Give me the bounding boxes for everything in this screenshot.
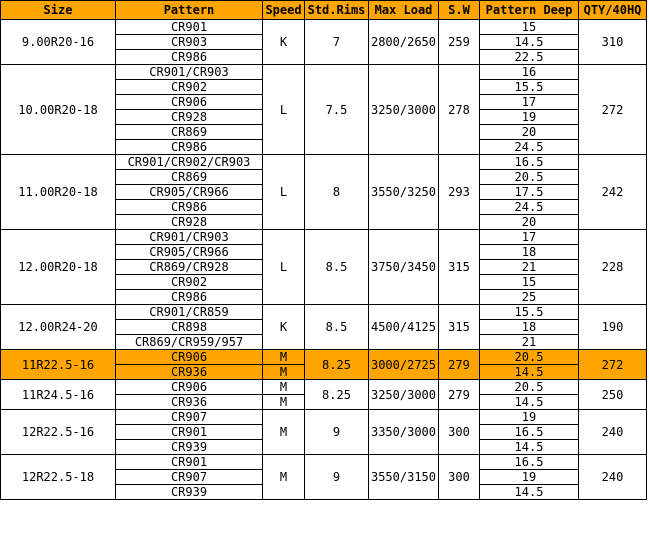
header-size: Size	[1, 1, 116, 20]
size-cell: 11.00R20-18	[1, 155, 116, 230]
pattern-cell: CR869	[116, 170, 263, 185]
pattern-deep-cell: 15.5	[480, 305, 579, 320]
std-rims-cell: 7.5	[305, 65, 369, 155]
pattern-deep-cell: 14.5	[480, 440, 579, 455]
speed-cell: M	[263, 410, 305, 455]
pattern-deep-cell: 14.5	[480, 365, 579, 380]
size-cell: 12R22.5-16	[1, 410, 116, 455]
pattern-deep-cell: 15.5	[480, 80, 579, 95]
pattern-cell: CR986	[116, 50, 263, 65]
pattern-cell: CR939	[116, 440, 263, 455]
pattern-cell: CR901	[116, 425, 263, 440]
pattern-deep-cell: 15	[480, 275, 579, 290]
speed-cell: K	[263, 20, 305, 65]
std-rims-cell: 8.25	[305, 350, 369, 380]
pattern-cell: CR907	[116, 410, 263, 425]
pattern-deep-cell: 14.5	[480, 395, 579, 410]
pattern-deep-cell: 18	[480, 245, 579, 260]
pattern-cell: CR901	[116, 455, 263, 470]
pattern-deep-cell: 17.5	[480, 185, 579, 200]
pattern-cell: CR869	[116, 125, 263, 140]
std-rims-cell: 8.5	[305, 305, 369, 350]
pattern-cell: CR901/CR859	[116, 305, 263, 320]
pattern-cell: CR939	[116, 485, 263, 500]
max-load-cell: 3250/3000	[369, 380, 439, 410]
sw-cell: 279	[439, 350, 480, 380]
pattern-cell: CR986	[116, 290, 263, 305]
pattern-deep-cell: 16	[480, 65, 579, 80]
sw-cell: 293	[439, 155, 480, 230]
speed-cell: L	[263, 230, 305, 305]
sw-cell: 278	[439, 65, 480, 155]
table-row	[1, 20, 647, 35]
max-load-cell: 3000/2725	[369, 350, 439, 380]
pattern-cell: CR902	[116, 275, 263, 290]
pattern-cell: CR905/CR966	[116, 185, 263, 200]
qty-cell: 190	[579, 305, 647, 350]
qty-cell: 240	[579, 410, 647, 455]
speed-cell: K	[263, 305, 305, 350]
pattern-cell: CR901/CR903	[116, 230, 263, 245]
pattern-deep-cell: 20	[480, 215, 579, 230]
max-load-cell: 3550/3150	[369, 455, 439, 500]
max-load-cell: 2800/2650	[369, 20, 439, 65]
pattern-deep-cell: 22.5	[480, 50, 579, 65]
pattern-cell: CR936	[116, 365, 263, 380]
pattern-deep-cell: 14.5	[480, 485, 579, 500]
speed-cell: M	[263, 395, 305, 410]
sw-cell: 279	[439, 380, 480, 410]
pattern-deep-cell: 25	[480, 290, 579, 305]
pattern-deep-cell: 18	[480, 320, 579, 335]
sw-cell: 315	[439, 230, 480, 305]
pattern-cell: CR928	[116, 110, 263, 125]
table-row	[1, 65, 647, 80]
pattern-cell: CR906	[116, 380, 263, 395]
sw-cell: 300	[439, 410, 480, 455]
speed-cell: L	[263, 65, 305, 155]
pattern-deep-cell: 20.5	[480, 380, 579, 395]
sw-cell: 300	[439, 455, 480, 500]
pattern-cell: CR906	[116, 350, 263, 365]
pattern-cell: CR901/CR902/CR903	[116, 155, 263, 170]
table-row	[1, 230, 647, 245]
header-sw: S.W	[439, 1, 480, 20]
pattern-deep-cell: 24.5	[480, 140, 579, 155]
max-load-cell: 3550/3250	[369, 155, 439, 230]
qty-cell: 272	[579, 65, 647, 155]
sw-cell: 315	[439, 305, 480, 350]
size-cell: 12.00R24-20	[1, 305, 116, 350]
std-rims-cell: 9	[305, 455, 369, 500]
pattern-cell: CR928	[116, 215, 263, 230]
pattern-deep-cell: 19	[480, 110, 579, 125]
pattern-deep-cell: 20.5	[480, 170, 579, 185]
max-load-cell: 4500/4125	[369, 305, 439, 350]
std-rims-cell: 8	[305, 155, 369, 230]
pattern-cell: CR901	[116, 20, 263, 35]
pattern-cell: CR936	[116, 395, 263, 410]
pattern-deep-cell: 15	[480, 20, 579, 35]
pattern-cell: CR907	[116, 470, 263, 485]
pattern-deep-cell: 16.5	[480, 155, 579, 170]
pattern-deep-cell: 20	[480, 125, 579, 140]
pattern-deep-cell: 16.5	[480, 425, 579, 440]
pattern-deep-cell: 20.5	[480, 350, 579, 365]
qty-cell: 240	[579, 455, 647, 500]
max-load-cell: 3350/3000	[369, 410, 439, 455]
table-row	[1, 380, 647, 395]
pattern-cell: CR905/CR966	[116, 245, 263, 260]
pattern-cell: CR902	[116, 80, 263, 95]
pattern-deep-cell: 16.5	[480, 455, 579, 470]
table-row	[1, 350, 647, 365]
table-row	[1, 455, 647, 470]
speed-cell: M	[263, 380, 305, 395]
header-pattern-deep: Pattern Deep	[480, 1, 579, 20]
pattern-deep-cell: 24.5	[480, 200, 579, 215]
header-speed: Speed	[263, 1, 305, 20]
max-load-cell: 3250/3000	[369, 65, 439, 155]
qty-cell: 228	[579, 230, 647, 305]
std-rims-cell: 7	[305, 20, 369, 65]
std-rims-cell: 9	[305, 410, 369, 455]
pattern-cell: CR903	[116, 35, 263, 50]
size-cell: 12R22.5-18	[1, 455, 116, 500]
pattern-deep-cell: 17	[480, 95, 579, 110]
table-row	[1, 305, 647, 320]
pattern-deep-cell: 19	[480, 470, 579, 485]
std-rims-cell: 8.5	[305, 230, 369, 305]
speed-cell: M	[263, 365, 305, 380]
pattern-cell: CR901/CR903	[116, 65, 263, 80]
header-row	[1, 1, 647, 20]
size-cell: 10.00R20-18	[1, 65, 116, 155]
table-row	[1, 410, 647, 425]
pattern-deep-cell: 21	[480, 335, 579, 350]
qty-cell: 242	[579, 155, 647, 230]
table-row	[1, 155, 647, 170]
header-std-rims: Std.Rims	[305, 1, 369, 20]
sw-cell: 259	[439, 20, 480, 65]
header-pattern: Pattern	[116, 1, 263, 20]
speed-cell: M	[263, 455, 305, 500]
pattern-deep-cell: 21	[480, 260, 579, 275]
size-cell: 11R24.5-16	[1, 380, 116, 410]
speed-cell: M	[263, 350, 305, 365]
size-cell: 12.00R20-18	[1, 230, 116, 305]
pattern-cell: CR898	[116, 320, 263, 335]
std-rims-cell: 8.25	[305, 380, 369, 410]
qty-cell: 310	[579, 20, 647, 65]
pattern-deep-cell: 19	[480, 410, 579, 425]
speed-cell: L	[263, 155, 305, 230]
size-cell: 11R22.5-16	[1, 350, 116, 380]
pattern-cell: CR869/CR959/957	[116, 335, 263, 350]
pattern-deep-cell: 17	[480, 230, 579, 245]
pattern-cell: CR986	[116, 200, 263, 215]
header-qty: QTY/40HQ	[579, 1, 647, 20]
pattern-cell: CR906	[116, 95, 263, 110]
pattern-cell: CR986	[116, 140, 263, 155]
max-load-cell: 3750/3450	[369, 230, 439, 305]
header-max-load: Max Load	[369, 1, 439, 20]
pattern-deep-cell: 14.5	[480, 35, 579, 50]
qty-cell: 272	[579, 350, 647, 380]
qty-cell: 250	[579, 380, 647, 410]
size-cell: 9.00R20-16	[1, 20, 116, 65]
pattern-cell: CR869/CR928	[116, 260, 263, 275]
